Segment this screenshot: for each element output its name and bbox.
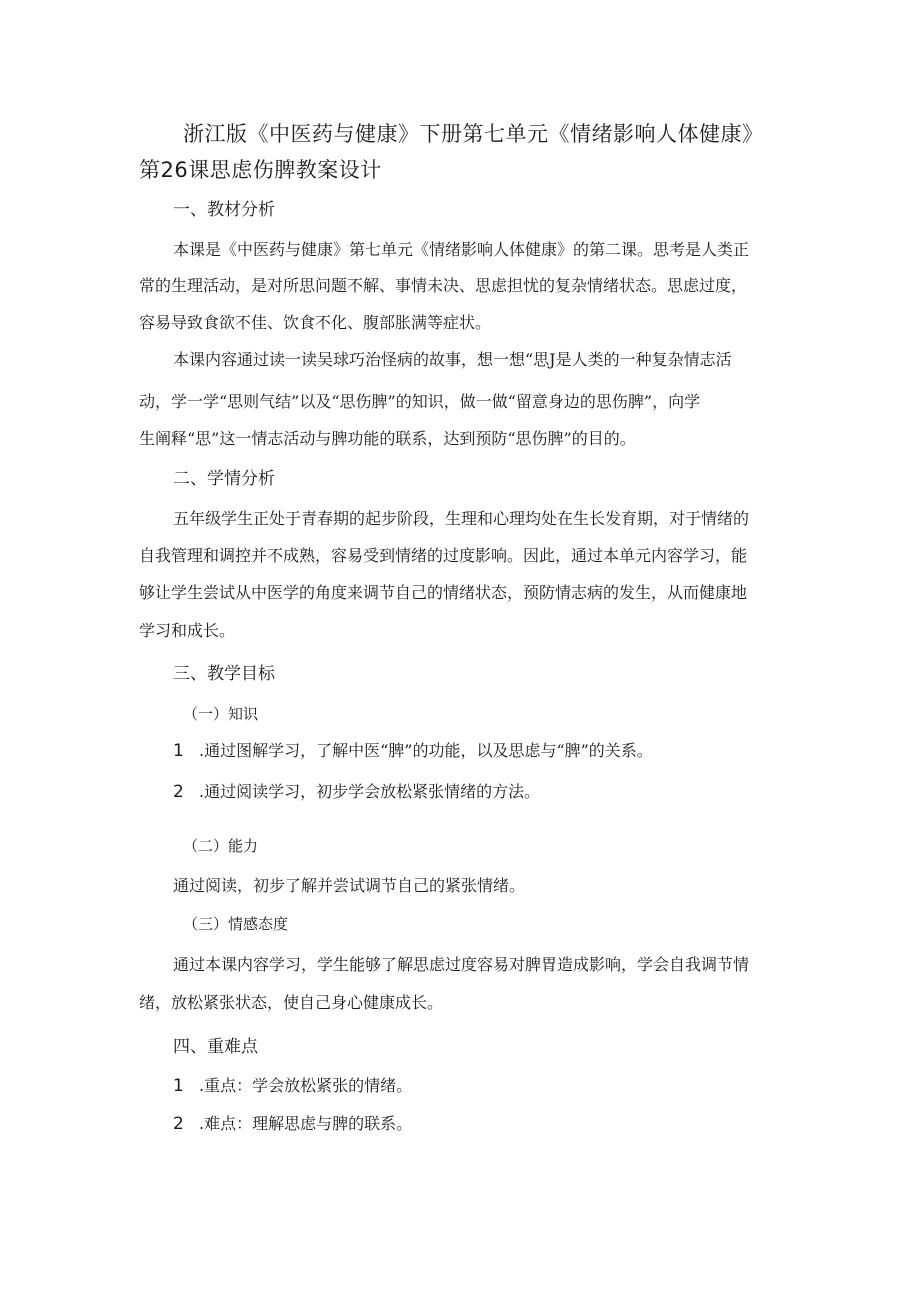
section-heading-key-points: 四、重难点 bbox=[173, 1037, 258, 1057]
section-heading-materials: 一、教材分析 bbox=[173, 200, 275, 220]
list-item-text: .通过图解学习，了解中医“脾”的功能，以及思虑与“脾”的关系。 bbox=[199, 741, 653, 760]
paragraph-line: 动，学一学“思则气结”以及“思伤脾”的知识，做一做“留意身边的思伤脾”，向学 bbox=[139, 392, 701, 411]
list-item-number: 1 bbox=[173, 741, 184, 761]
list-item bbox=[173, 741, 653, 761]
list-item-number: 1 bbox=[173, 1076, 184, 1096]
list-item bbox=[173, 782, 540, 802]
paragraph-line: 容易导致食欲不佳、饮食不化、腹部胀满等症状。 bbox=[139, 313, 492, 332]
paragraph-line: 生阐释“思”这一情志活动与脾功能的联系，达到预防“思伤脾”的目的。 bbox=[139, 429, 636, 448]
paragraph-line: 绪，放松紧张状态，使自己身心健康成长。 bbox=[139, 993, 444, 1012]
list-item bbox=[173, 1076, 412, 1096]
list-item bbox=[173, 1114, 412, 1134]
subheading-emotion: （三）情感态度 bbox=[183, 915, 289, 933]
paragraph-line: 常的生理活动，是对所思问题不解、事情未决、思虑担忧的复杂情绪状态。思虑过度， bbox=[139, 276, 748, 295]
list-item-number: 2 bbox=[173, 782, 184, 802]
paragraph-line: 本课是《中医药与健康》第七单元《情绪影响人体健康》的第二课。思考是人类正 bbox=[173, 240, 750, 259]
subheading-ability: （二）能力 bbox=[183, 837, 259, 855]
paragraph-line: 通过本课内容学习，学生能够了解思虑过度容易对脾胃造成影响，学会自我调节情 bbox=[173, 955, 750, 974]
paragraph-line: 通过阅读，初步了解并尝试调节自己的紧张情绪。 bbox=[173, 876, 526, 895]
document-title-line-2: 第26课思虑伤脾教案设计 bbox=[139, 158, 382, 182]
paragraph-line: 本课内容通过读一读吴球巧治怪病的故事，想一想“思J是人类的一种复杂情志活 bbox=[173, 350, 732, 369]
section-heading-objectives: 三、教学目标 bbox=[173, 664, 275, 684]
document-title-line-1: 浙江版《中医药与健康》下册第七单元《情绪影响人体健康》 bbox=[183, 122, 764, 146]
paragraph-line: 自我管理和调控并不成熟，容易受到情绪的过度影响。因此，通过本单元内容学习，能 bbox=[139, 546, 748, 565]
paragraph-line: 够让学生尝试从中医学的角度来调节自己的情绪状态，预防情志病的发生，从而健康地 bbox=[139, 583, 748, 602]
section-heading-students: 二、学情分析 bbox=[173, 469, 275, 489]
paragraph-line: 学习和成长。 bbox=[139, 621, 236, 640]
list-item-text: .重点：学会放松紧张的情绪。 bbox=[199, 1076, 413, 1095]
list-item-text: .难点：理解思虑与脾的联系。 bbox=[199, 1114, 413, 1133]
list-item-text: .通过阅读学习，初步学会放松紧张情绪的方法。 bbox=[199, 782, 541, 801]
paragraph-line: 五年级学生正处于青春期的起步阶段，生理和心理均处在生长发育期，对于情绪的 bbox=[173, 509, 750, 528]
list-item-number: 2 bbox=[173, 1114, 184, 1134]
subheading-knowledge: （一）知识 bbox=[183, 705, 259, 723]
